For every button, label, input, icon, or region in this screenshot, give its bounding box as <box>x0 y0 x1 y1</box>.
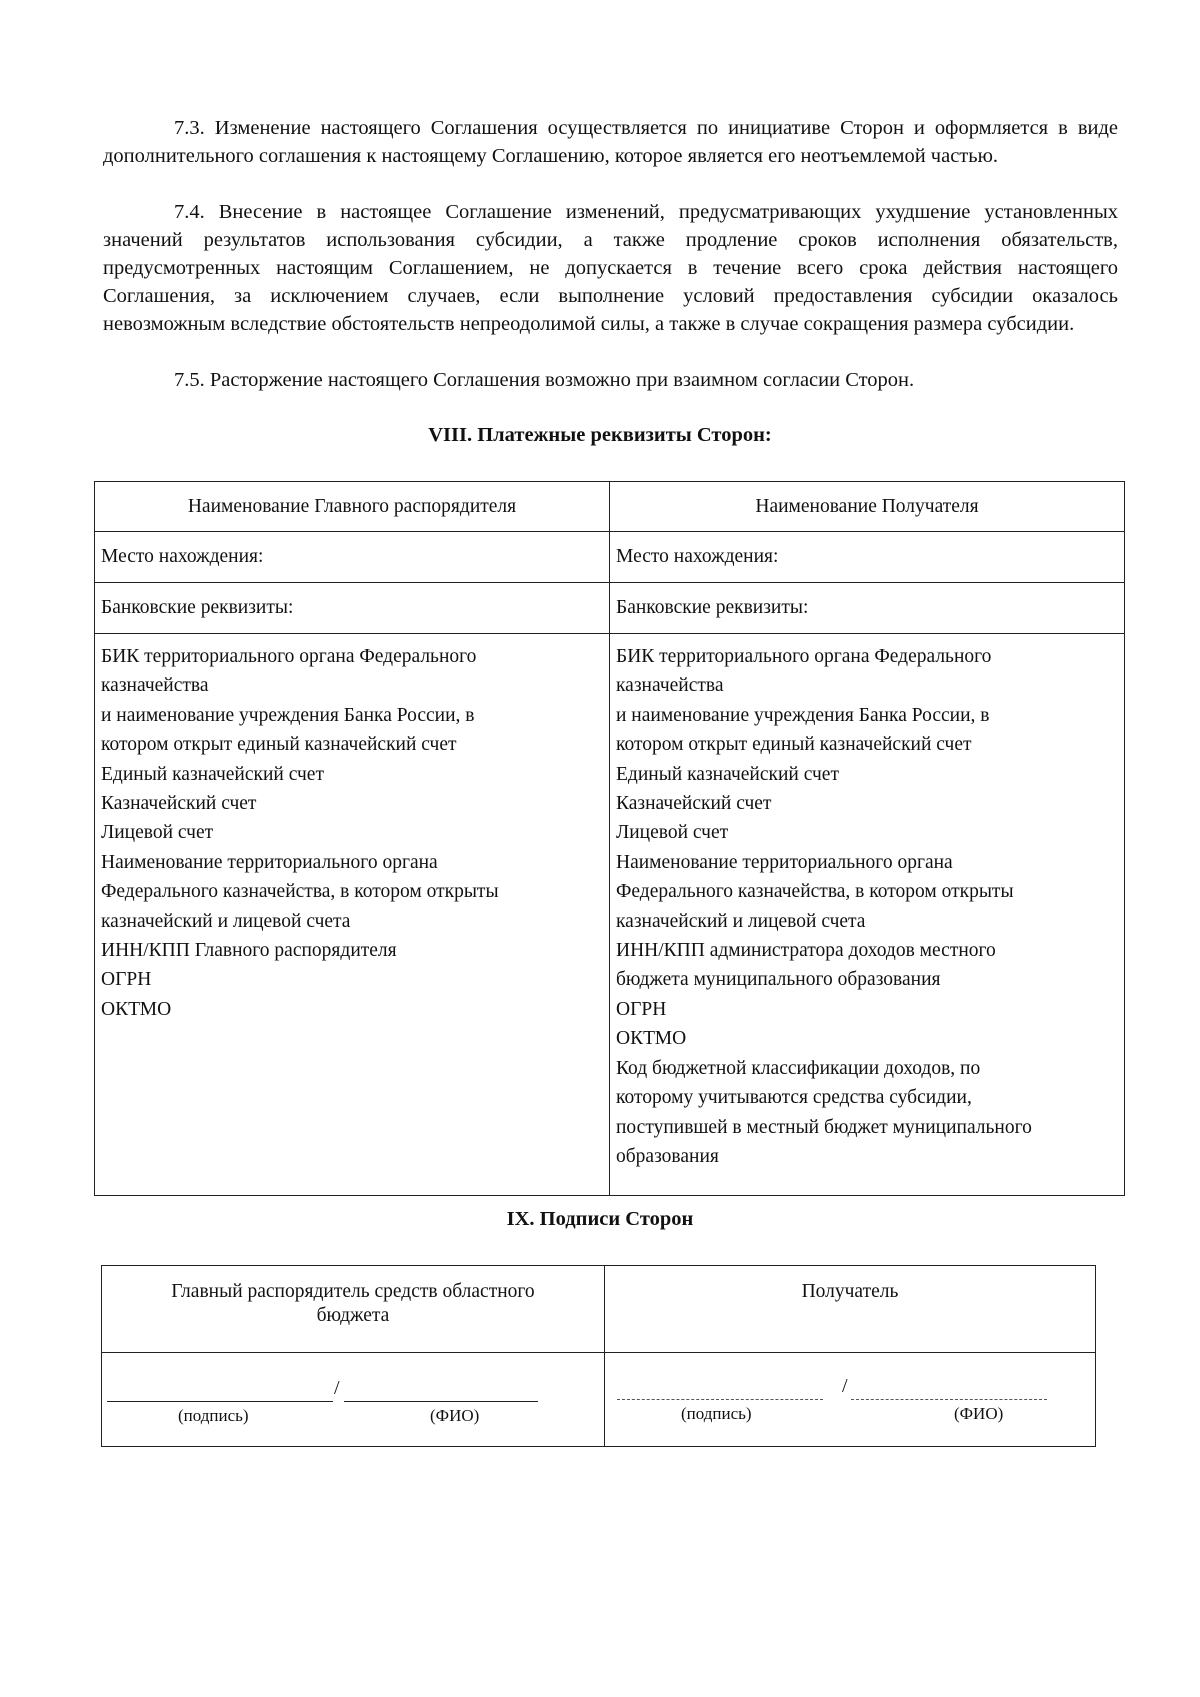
paragraph-7-3: 7.3. Изменение настоящего Соглашения осуществляется по инициативе Сторон и оформляется в виде дополнительного соглашения к настоящему Соглашению, которое является его неотъемлемой частью. <box>103 117 1118 167</box>
detail-line: ОГРН <box>101 969 152 991</box>
main-distributor-header: Наименование Главного распорядителя <box>95 482 610 532</box>
detail-line: Федерального казначейства, в котором открыты <box>616 881 1014 903</box>
main-distributor-location: Место нахождения: <box>95 532 610 583</box>
main-distributor-bank-label: Банковские реквизиты: <box>95 583 610 634</box>
recipient-location: Место нахождения: <box>610 532 1125 583</box>
separator-slash: / <box>334 1377 340 1399</box>
detail-line: которому учитываются средства субсидии, <box>616 1087 972 1109</box>
detail-line: Наименование территориального органа <box>616 851 953 873</box>
detail-line: БИК территориального органа Федерального <box>101 646 477 667</box>
recipient-signature-area <box>604 1353 1095 1447</box>
signature-caption: (подпись) <box>680 1404 752 1423</box>
name-caption: (ФИО) <box>430 1406 480 1425</box>
main-distributor-signature-header: Главный распорядитель средств областного бюджета <box>102 1266 605 1353</box>
section-8-title: VIII. Платежные реквизиты Сторон: <box>428 424 772 446</box>
detail-line: и наименование учреждения Банка России, в <box>101 704 475 726</box>
signature-line <box>107 1401 333 1402</box>
name-line <box>344 1401 538 1402</box>
detail-line: Федерального казначейства, в котором открыты <box>101 881 499 903</box>
detail-line: ОКТМО <box>616 1028 687 1050</box>
detail-line: образования <box>616 1145 719 1167</box>
detail-line: Код бюджетной классификации доходов, по <box>616 1057 981 1079</box>
name-caption: (ФИО) <box>953 1404 1004 1423</box>
signatures-table <box>101 1265 1096 1447</box>
detail-line: Казначейский счет <box>616 793 772 815</box>
recipient-signature-header: Получатель <box>604 1266 1095 1353</box>
detail-line: котором открыт единый казначейский счет <box>101 734 457 756</box>
detail-line: поступившей в местный бюджет муниципального <box>616 1116 1032 1138</box>
paragraph-7-4: 7.4. Внесение в настоящее Соглашение изменений, предусматривающих ухудшение установленных значений результатов использования субсидии, а также продление сроков исполнения обязательств, предусмотренных настоящим Соглашением, не допускается в течение всего срока действия настоящего Соглашения, за исключением случаев, если выполнение условий предоставления субсидии оказалось невозможным вследствие обстоятельств непреодолимой силы, а также в случае сокращения размера субсидии. <box>103 201 1118 335</box>
separator-slash: / <box>841 1375 848 1397</box>
detail-line: ОКТМО <box>101 998 172 1020</box>
section-9-title: IX. Подписи Сторон <box>506 1208 694 1230</box>
paragraph-7-5: 7.5. Расторжение настоящего Соглашения возможно при взаимном согласии Сторон. <box>174 369 915 391</box>
detail-line: Наименование территориального органа <box>101 851 438 873</box>
detail-line: казначейский и лицевой счета <box>101 910 351 932</box>
recipient-details <box>610 634 1125 1196</box>
main-distributor-details <box>95 634 610 1196</box>
detail-line: казначейства <box>101 675 209 697</box>
recipient-header: Наименование Получателя <box>610 482 1125 532</box>
detail-line: бюджета муниципального образования <box>616 969 941 991</box>
detail-line: казначейский и лицевой счета <box>616 910 866 932</box>
main-distributor-signature-area <box>102 1353 605 1447</box>
detail-line: Лицевой счет <box>101 822 214 844</box>
payment-details-table <box>94 481 1125 1196</box>
detail-line: котором открыт единый казначейский счет <box>616 734 972 756</box>
detail-line: Единый казначейский счет <box>101 763 324 785</box>
detail-line: казначейства <box>616 675 724 697</box>
detail-line: и наименование учреждения Банка России, в <box>616 704 990 726</box>
signature-caption: (подпись) <box>178 1406 249 1425</box>
signature-line <box>617 1399 823 1400</box>
detail-line: БИК территориального органа Федерального <box>616 646 992 667</box>
detail-line: ИНН/КПП администратора доходов местного <box>616 940 996 962</box>
detail-line: ИНН/КПП Главного распорядителя <box>101 940 397 962</box>
detail-line: Единый казначейский счет <box>616 763 839 785</box>
name-line <box>851 1399 1047 1400</box>
detail-line: Лицевой счет <box>616 822 729 844</box>
detail-line: ОГРН <box>616 998 667 1020</box>
detail-line: Казначейский счет <box>101 793 257 815</box>
recipient-bank-label: Банковские реквизиты: <box>610 583 1125 634</box>
